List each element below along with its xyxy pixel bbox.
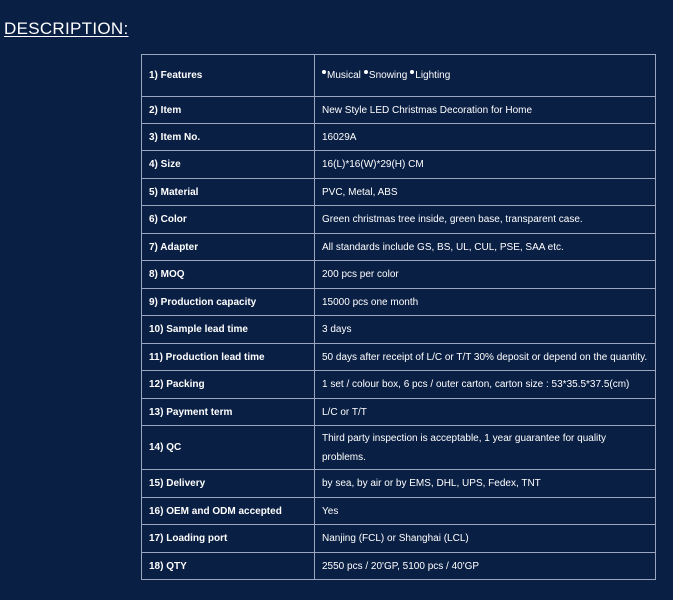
row-value: 16(L)*16(W)*29(H) CM — [315, 151, 656, 179]
table-row — [142, 289, 656, 316]
table-row — [142, 124, 656, 151]
row-value: Yes — [315, 498, 656, 525]
table-row — [142, 399, 656, 426]
row-value: PVC, Metal, ABS — [315, 179, 656, 206]
table-row — [142, 261, 656, 289]
feature-item — [364, 70, 407, 81]
table-row — [142, 206, 656, 234]
row-label: 10) Sample lead time — [142, 316, 315, 344]
spec-table — [141, 54, 656, 580]
table-row — [142, 179, 656, 206]
row-label: 6) Color — [142, 206, 315, 234]
row-value: 1 set / colour box, 6 pcs / outer carton, carton size : 53*35.5*37.5(cm) — [315, 371, 656, 399]
row-value: Nanjing (FCL) or Shanghai (LCL) — [315, 525, 656, 553]
table-row — [142, 344, 656, 371]
feature-label: Snowing — [368, 70, 408, 81]
table-row — [142, 525, 656, 553]
row-label: 14) QC — [142, 426, 315, 470]
table-row — [142, 151, 656, 179]
row-label: 11) Production lead time — [142, 344, 315, 371]
row-label: 9) Production capacity — [142, 289, 315, 316]
row-label: 4) Size — [142, 151, 315, 179]
row-label: 7) Adapter — [142, 234, 315, 261]
features-value — [315, 55, 656, 97]
bullet-icon — [322, 70, 326, 74]
table-row — [142, 371, 656, 399]
table-row — [142, 55, 656, 97]
row-value: 3 days — [315, 316, 656, 344]
feature-item — [322, 70, 361, 81]
row-label: 13) Payment term — [142, 399, 315, 426]
row-value: by sea, by air or by EMS, DHL, UPS, Fedex, TNT — [315, 470, 656, 498]
row-label: 5) Material — [142, 179, 315, 206]
row-label: 15) Delivery — [142, 470, 315, 498]
table-row — [142, 316, 656, 344]
row-label: 17) Loading port — [142, 525, 315, 553]
feature-label: Lighting — [415, 70, 451, 81]
row-value: 16029A — [315, 124, 656, 151]
table-row — [142, 498, 656, 525]
table-row — [142, 234, 656, 261]
row-value: All standards include GS, BS, UL, CUL, PSE, SAA etc. — [315, 234, 656, 261]
bullet-icon — [364, 70, 368, 74]
row-value: 15000 pcs one month — [315, 289, 656, 316]
table-row — [142, 470, 656, 498]
feature-label: Musical — [327, 70, 361, 81]
bullet-icon — [410, 70, 414, 74]
table-row — [142, 97, 656, 124]
row-value: New Style LED Christmas Decoration for Home — [315, 97, 656, 124]
row-label: 8) MOQ — [142, 261, 315, 289]
row-label: 2) Item — [142, 97, 315, 124]
row-value: L/C or T/T — [315, 399, 656, 426]
row-label: 18) QTY — [142, 553, 315, 580]
description-heading: DESCRIPTION: — [4, 19, 129, 38]
table-row — [142, 426, 656, 470]
row-label: 1) Features — [142, 55, 315, 97]
feature-item — [410, 70, 450, 81]
row-value: Green christmas tree inside, green base, transparent case. — [315, 206, 656, 234]
row-label: 3) Item No. — [142, 124, 315, 151]
row-value: 2550 pcs / 20'GP, 5100 pcs / 40'GP — [315, 553, 656, 580]
row-value: Third party inspection is acceptable, 1 year guarantee for quality problems. — [315, 426, 656, 470]
row-label: 16) OEM and ODM accepted — [142, 498, 315, 525]
row-label: 12) Packing — [142, 371, 315, 399]
row-value: 200 pcs per color — [315, 261, 656, 289]
row-value: 50 days after receipt of L/C or T/T 30% deposit or depend on the quantity. — [315, 344, 656, 371]
table-row — [142, 553, 656, 580]
